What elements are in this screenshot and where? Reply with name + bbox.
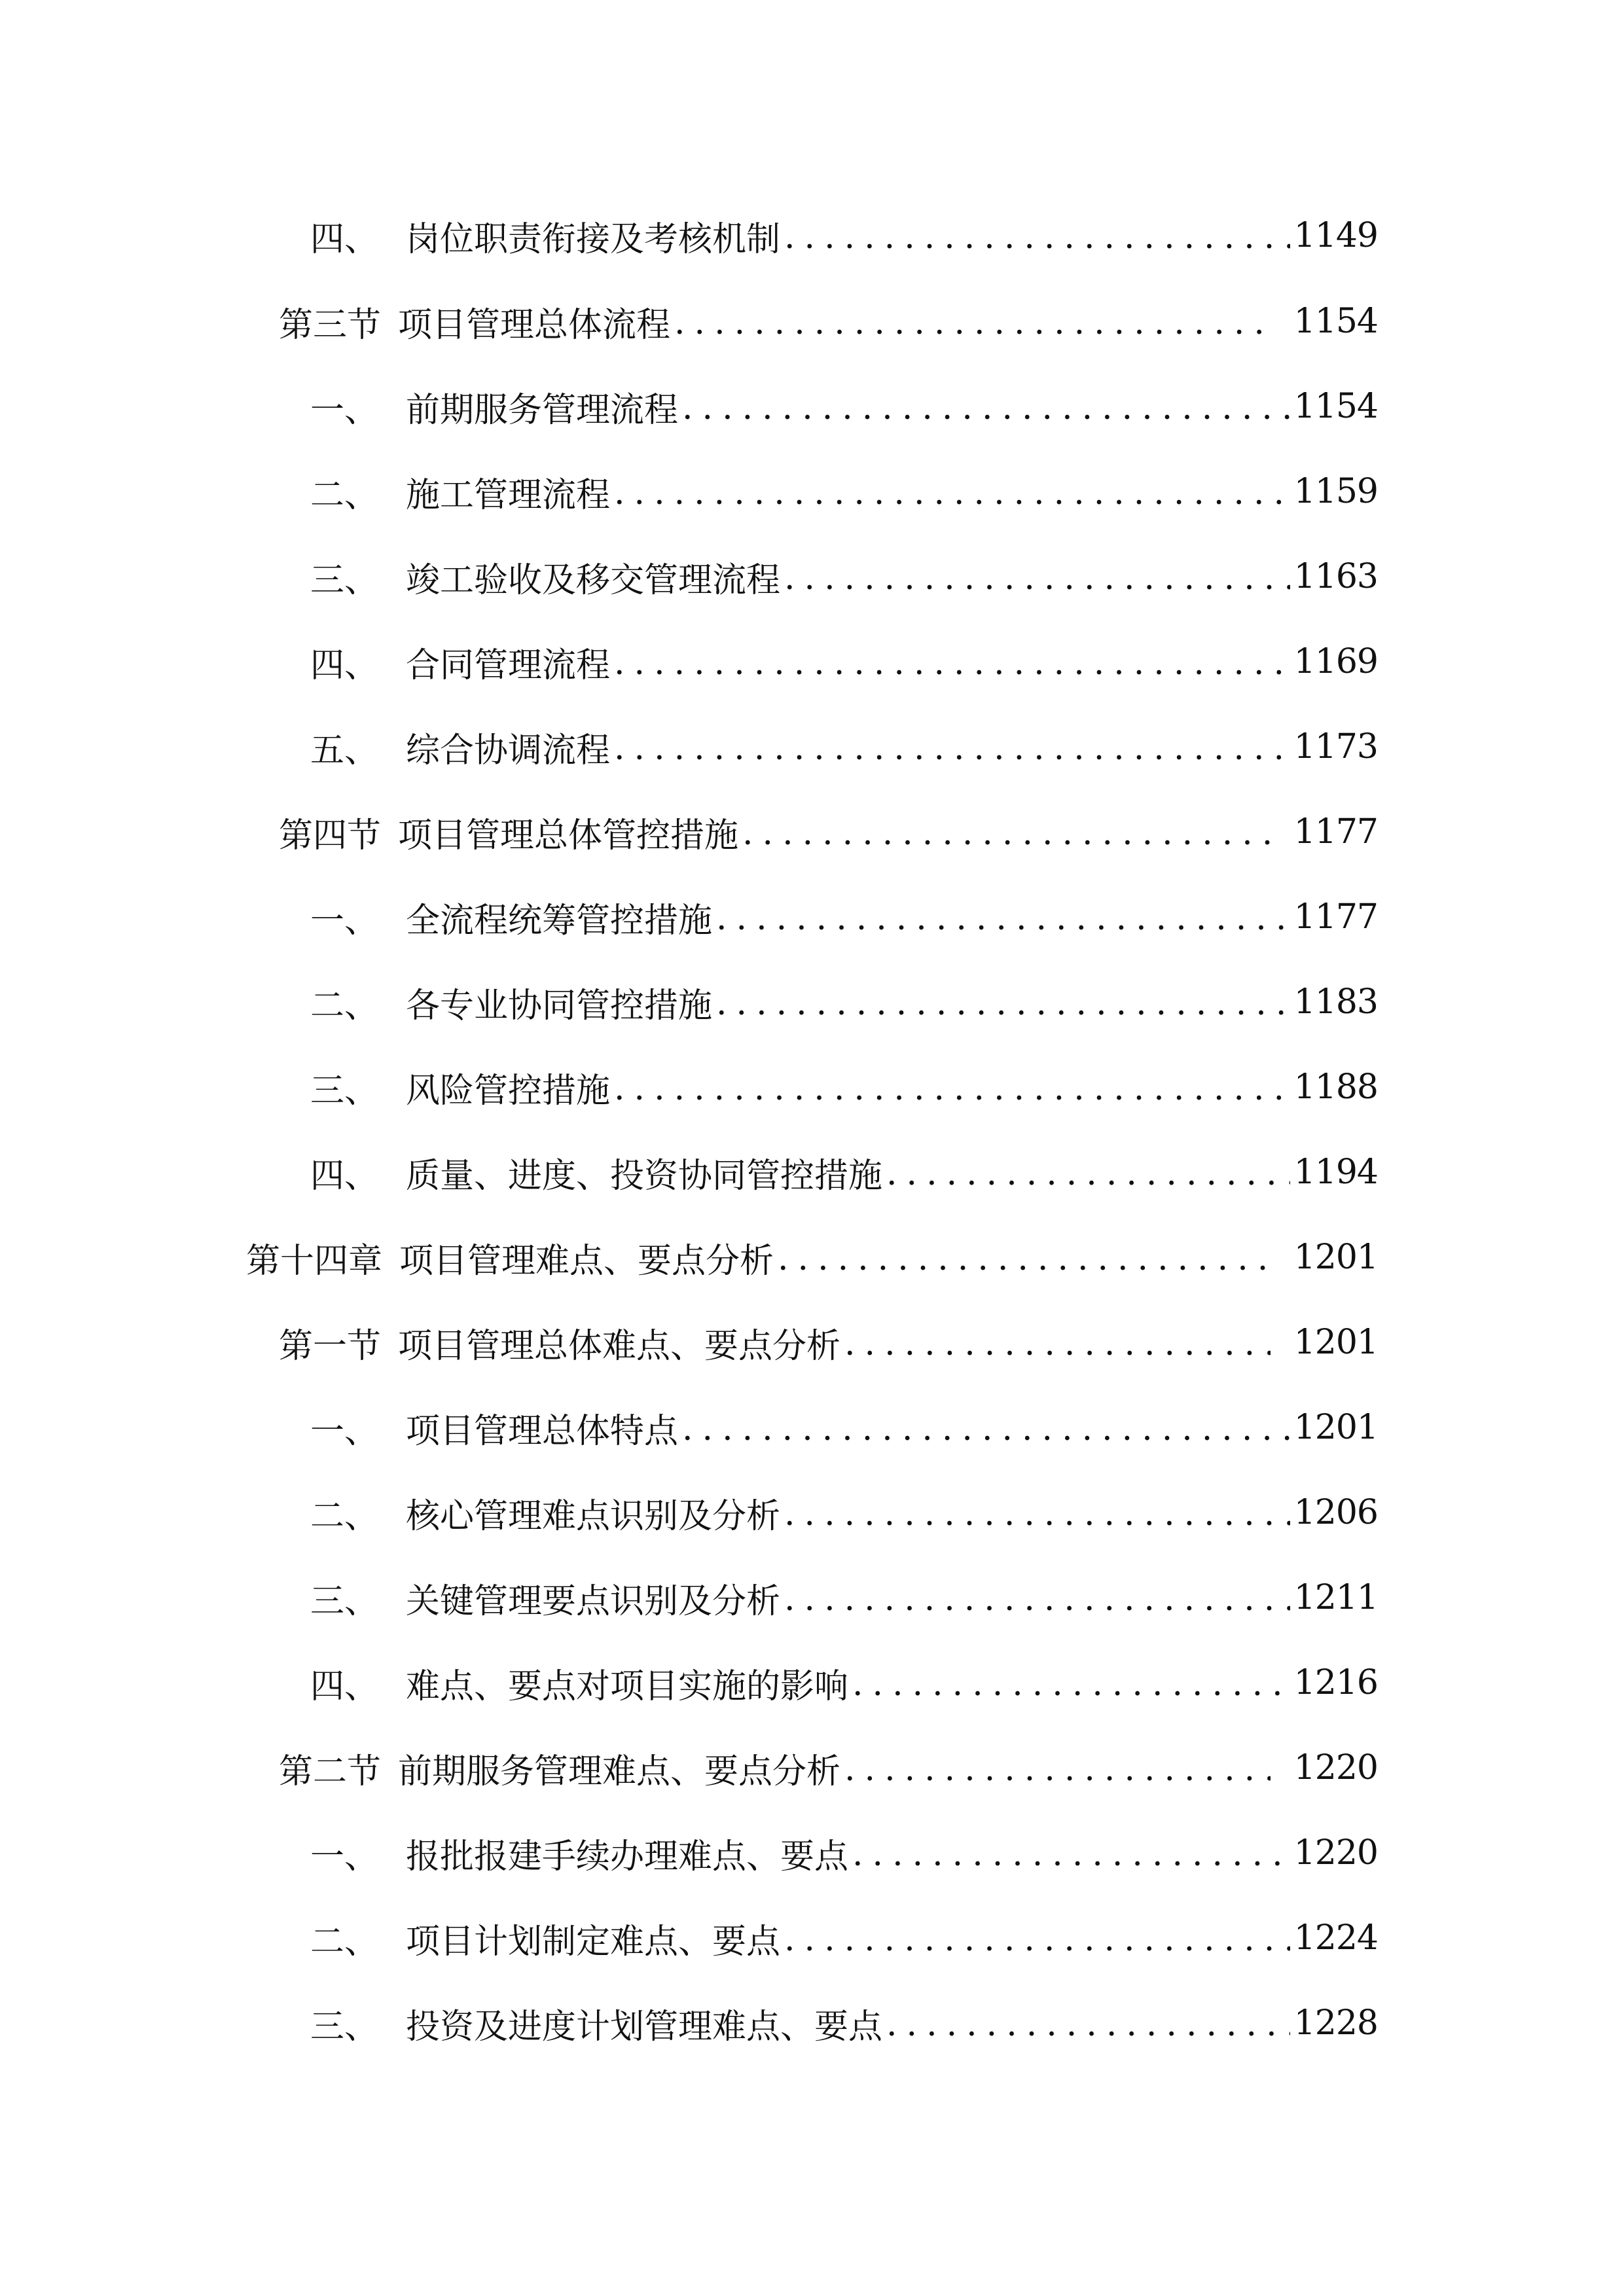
toc-dot-leader bbox=[784, 220, 1290, 268]
toc-dot-leader bbox=[886, 2007, 1290, 2056]
toc-entry-page: 1206 bbox=[1293, 1493, 1378, 1532]
toc-entry-number: 四、 bbox=[310, 645, 379, 685]
toc-entry-page: 1154 bbox=[1293, 302, 1378, 341]
toc-entry-title: 项目计划制定难点、要点 bbox=[406, 1922, 781, 1962]
toc-entry-page: 1194 bbox=[1293, 1153, 1378, 1192]
toc-dot-leader bbox=[852, 1667, 1290, 1715]
toc-entry-number: 五、 bbox=[310, 730, 379, 770]
toc-dot-leader bbox=[682, 1412, 1290, 1460]
toc-entry-number: 三、 bbox=[310, 1581, 379, 1621]
toc-entry-page: 1183 bbox=[1293, 982, 1378, 1022]
toc-entry-title: 竣工验收及移交管理流程 bbox=[406, 560, 781, 600]
toc-entry-number: 一、 bbox=[310, 1411, 379, 1451]
toc-entry-page: 1216 bbox=[1293, 1663, 1378, 1702]
toc-entry-section[interactable] bbox=[279, 1735, 1378, 1801]
toc-entry[interactable] bbox=[310, 374, 1378, 439]
toc-entry-title: 质量、进度、投资协同管控措施 bbox=[406, 1156, 883, 1196]
toc-entry-page: 1224 bbox=[1293, 1918, 1378, 1958]
toc-entry[interactable] bbox=[310, 1565, 1378, 1630]
toc-entry-section[interactable] bbox=[279, 1310, 1378, 1375]
toc-dot-leader bbox=[784, 1497, 1290, 1545]
toc-entry[interactable] bbox=[310, 629, 1378, 694]
toc-dot-leader bbox=[852, 1837, 1290, 1886]
toc-entry-title: 项目管理总体管控措施 bbox=[398, 816, 739, 855]
toc-entry-page: 1159 bbox=[1293, 472, 1378, 511]
toc-entry-number: 第一节 bbox=[279, 1326, 382, 1366]
toc-entry-title: 合同管理流程 bbox=[406, 645, 611, 685]
toc-entry-title: 施工管理流程 bbox=[406, 475, 611, 515]
toc-dot-leader bbox=[778, 1242, 1271, 1290]
toc-entry-page: 1201 bbox=[1293, 1238, 1378, 1277]
toc-entry-section[interactable] bbox=[279, 799, 1378, 865]
toc-entry[interactable] bbox=[310, 1990, 1378, 2056]
toc-entry-title: 关键管理要点识别及分析 bbox=[406, 1581, 781, 1621]
toc-entry-number: 二、 bbox=[310, 1922, 379, 1962]
toc-entry-title: 前期服务管理流程 bbox=[406, 390, 679, 430]
toc-entry-number: 第十四章 bbox=[246, 1241, 383, 1281]
toc-dot-leader bbox=[784, 1922, 1290, 1971]
toc-entry-title: 前期服务管理难点、要点分析 bbox=[398, 1751, 841, 1791]
toc-entry-number: 第三节 bbox=[279, 305, 382, 345]
toc-entry-number: 三、 bbox=[310, 1071, 379, 1111]
toc-entry-number: 四、 bbox=[310, 1666, 379, 1706]
toc-entry-title: 报批报建手续办理难点、要点 bbox=[406, 1837, 849, 1876]
toc-entry-page: 1177 bbox=[1293, 812, 1378, 852]
toc-dot-leader bbox=[886, 1157, 1290, 1205]
toc-entry-page: 1173 bbox=[1293, 727, 1378, 766]
toc-entry-page: 1228 bbox=[1293, 2003, 1378, 2043]
toc-dot-leader bbox=[614, 1071, 1290, 1120]
toc-entry-number: 二、 bbox=[310, 475, 379, 515]
toc-dot-leader bbox=[844, 1752, 1271, 1801]
toc-entry-title: 全流程统筹管控措施 bbox=[406, 901, 713, 941]
toc-entry[interactable] bbox=[310, 969, 1378, 1035]
toc-entry-page: 1149 bbox=[1293, 216, 1378, 255]
toc-entry[interactable] bbox=[310, 1820, 1378, 1886]
toc-entry-number: 二、 bbox=[310, 1496, 379, 1536]
toc-entry-title: 投资及进度计划管理难点、要点 bbox=[406, 2007, 883, 2047]
toc-entry[interactable] bbox=[310, 544, 1378, 609]
toc-entry-page: 1154 bbox=[1293, 387, 1378, 426]
toc-entry-number: 三、 bbox=[310, 2007, 379, 2047]
toc-entry-page: 1177 bbox=[1293, 897, 1378, 937]
toc-entry[interactable] bbox=[310, 1054, 1378, 1120]
toc-entry-page: 1211 bbox=[1293, 1578, 1378, 1617]
toc-entry-number: 第四节 bbox=[279, 816, 382, 855]
toc-entry-number: 三、 bbox=[310, 560, 379, 600]
toc-entry[interactable] bbox=[310, 459, 1378, 524]
toc-entry-title: 项目管理总体难点、要点分析 bbox=[398, 1326, 841, 1366]
toc-entry-page: 1220 bbox=[1293, 1748, 1378, 1787]
toc-dot-leader bbox=[716, 901, 1290, 950]
toc-dot-leader bbox=[784, 561, 1290, 609]
toc-entry-page: 1220 bbox=[1293, 1833, 1378, 1873]
toc-entry[interactable] bbox=[310, 1395, 1378, 1460]
toc-entry-title: 核心管理难点识别及分析 bbox=[406, 1496, 781, 1536]
toc-entry-title: 各专业协同管控措施 bbox=[406, 986, 713, 1026]
toc-dot-leader bbox=[716, 986, 1290, 1035]
toc-entry-number: 四、 bbox=[310, 1156, 379, 1196]
toc-entry[interactable] bbox=[310, 203, 1378, 268]
toc-entry-number: 一、 bbox=[310, 901, 379, 941]
toc-entry-title: 岗位职责衔接及考核机制 bbox=[406, 219, 781, 259]
toc-entry-number: 二、 bbox=[310, 986, 379, 1026]
toc-dot-leader bbox=[614, 646, 1290, 694]
toc-entry-chapter[interactable] bbox=[246, 1225, 1378, 1290]
toc-entry-number: 第二节 bbox=[279, 1751, 382, 1791]
toc-entry-number: 一、 bbox=[310, 1837, 379, 1876]
toc-dot-leader bbox=[682, 391, 1290, 439]
toc-dot-leader bbox=[674, 306, 1271, 354]
toc-entry[interactable] bbox=[310, 1905, 1378, 1971]
toc-entry-page: 1201 bbox=[1293, 1408, 1378, 1447]
toc-entry-title: 综合协调流程 bbox=[406, 730, 611, 770]
toc-entry-title: 难点、要点对项目实施的影响 bbox=[406, 1666, 849, 1706]
toc-entry-page: 1163 bbox=[1293, 557, 1378, 596]
toc-entry[interactable] bbox=[310, 1650, 1378, 1715]
toc-entry-title: 项目管理难点、要点分析 bbox=[399, 1241, 774, 1281]
toc-entry-number: 一、 bbox=[310, 390, 379, 430]
toc-entry-page: 1169 bbox=[1293, 642, 1378, 681]
toc-entry[interactable] bbox=[310, 1480, 1378, 1545]
toc-dot-leader bbox=[844, 1327, 1271, 1375]
toc-entry-title: 项目管理总体流程 bbox=[398, 305, 671, 345]
toc-entry[interactable] bbox=[310, 714, 1378, 780]
toc-entry[interactable] bbox=[310, 1139, 1378, 1205]
toc-entry-section[interactable] bbox=[279, 289, 1378, 354]
toc-entry-page: 1201 bbox=[1293, 1323, 1378, 1362]
toc-dot-leader bbox=[742, 816, 1271, 865]
toc-entry[interactable] bbox=[310, 884, 1378, 950]
toc-entry-number: 四、 bbox=[310, 219, 379, 259]
toc-entry-page: 1188 bbox=[1293, 1067, 1378, 1107]
toc-dot-leader bbox=[614, 476, 1290, 524]
toc-entry-title: 风险管控措施 bbox=[406, 1071, 611, 1111]
toc-dot-leader bbox=[784, 1582, 1290, 1630]
toc-dot-leader bbox=[614, 731, 1290, 780]
toc-entry-title: 项目管理总体特点 bbox=[406, 1411, 679, 1451]
